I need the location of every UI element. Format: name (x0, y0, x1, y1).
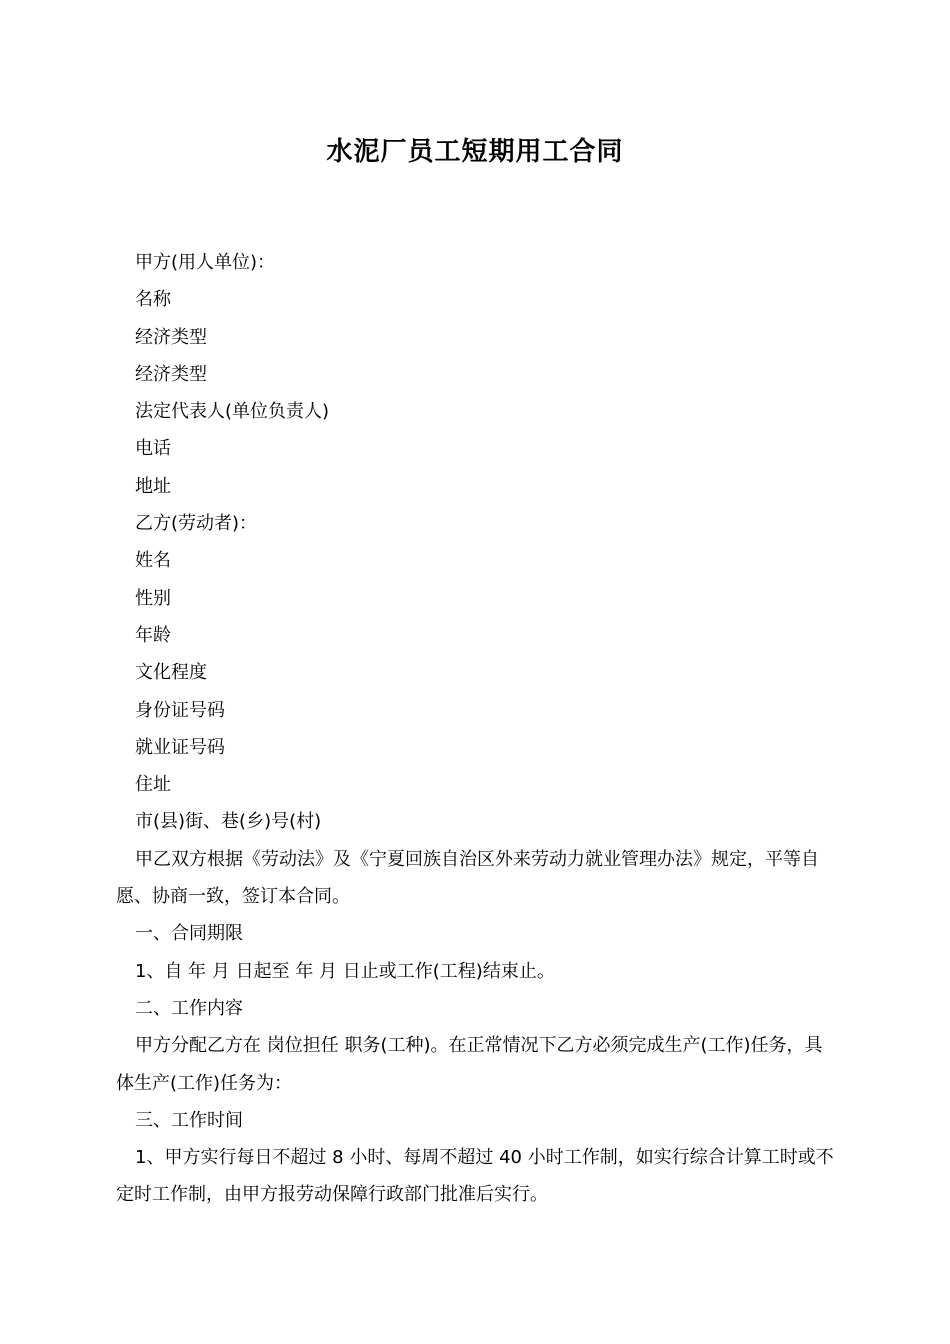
field-full-name: 姓名 (135, 550, 171, 572)
field-phone: 电话 (135, 438, 171, 460)
section-working-hours-heading: 三、工作时间 (135, 1109, 243, 1131)
field-economic-type: 经济类型 (135, 326, 207, 348)
field-gender: 性别 (135, 587, 171, 609)
field-employment-card-number: 就业证号码 (135, 736, 225, 758)
field-education: 文化程度 (135, 662, 207, 684)
field-residence-detail: 市(县)街、巷(乡)号(村) (135, 811, 322, 833)
field-economic-type-repeat: 经济类型 (135, 363, 207, 385)
party-a-heading: 甲方(用人单位)： (135, 252, 276, 273)
field-name: 名称 (135, 289, 171, 311)
document-body (116, 244, 836, 1214)
contract-term-clause: 1、自 年 月 日起至 年 月 日止或工作(工程)结束止。 (135, 960, 555, 982)
field-residence: 住址 (135, 774, 171, 796)
field-legal-representative: 法定代表人(单位负责人) (135, 401, 330, 423)
section-work-content-heading: 二、工作内容 (135, 997, 243, 1019)
field-address: 地址 (135, 475, 171, 497)
document-title: 水泥厂员工短期用工合同 (326, 137, 624, 167)
field-age: 年龄 (135, 624, 171, 646)
field-id-number: 身份证号码 (135, 699, 225, 721)
working-hours-clause: 1、甲方实行每日不超过 8 小时、每周不超过 40 小时工作制，如实行综合计算工时或不定时工作制，由甲方报劳动保障行政部门批准后实行。 (116, 1147, 834, 1206)
work-content-clause: 甲方分配乙方在 岗位担任 职务(工种)。在正常情况下乙方必须完成生产(工作)任务，具体生产(工作)任务为： (116, 1035, 823, 1094)
preamble-paragraph: 甲乙双方根据《劳动法》及《宁夏回族自治区外来劳动力就业管理办法》规定，平等自愿、协商一致，签订本合同。 (116, 848, 819, 908)
section-contract-term-heading: 一、合同期限 (135, 923, 243, 945)
party-b-heading: 乙方(劳动者)： (135, 513, 258, 535)
